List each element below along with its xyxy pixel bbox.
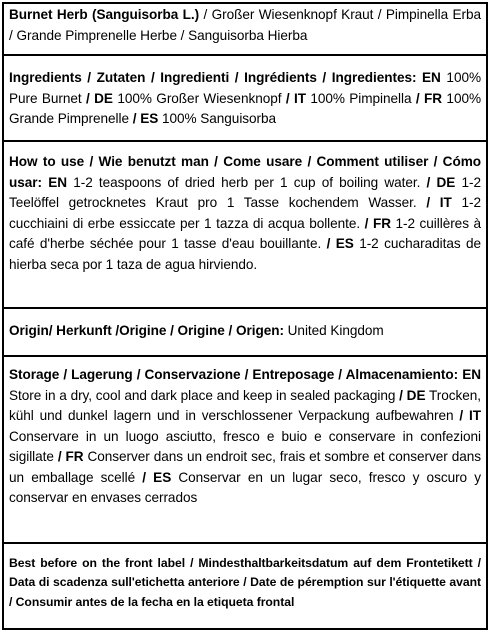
product-info-label [2, 2, 488, 630]
best-before-section [4, 554, 486, 612]
origin-value: United Kingdom [283, 323, 384, 338]
usage-text: 1-2 cuillères à café d'herbe séchée pour 1 tasse d'eau bouillante. [9, 215, 481, 251]
usage-text: 1-2 Teelöffel getrocknetes Kraut pro 1 Tasse kochendem Wasser. [9, 174, 481, 210]
storage-text: Conservar en un lugar seco, fresco y oscuro y conservar en envases cerrados [9, 469, 481, 505]
usage-text: 1-2 cucharaditas de hierba seca por 1 taza de agua hirviendo. [9, 236, 481, 272]
storage-entry: / IT Conservare in un luogo asciutto, fresco e buio e conservare in confezioni sigillate [9, 408, 481, 464]
language-code: DE [406, 387, 426, 403]
ingredients-heading: Ingredients / Zutaten / Ingredienti / Ingrédients / Ingredientes: [9, 70, 417, 85]
language-code: IT [439, 195, 452, 210]
best-before-text: Best before on the front label / Mindesthaltbarkeitsdatum auf dem Frontetikett / Data di scadenza sull'etichetta anteriore / Date de péremption sur l'étiquette avant / Consumir antes de la fecha en la etiqueta frontal [9, 556, 481, 609]
language-code: ES [153, 469, 172, 485]
section-divider [4, 140, 486, 142]
language-code: EN [416, 70, 441, 85]
usage-entry: / ES 1-2 cucharaditas de hierba seca por 1 taza de agua hirviendo. [9, 236, 481, 272]
ingredients-text: 100% Pure Burnet [9, 70, 482, 106]
origin-section [4, 321, 486, 342]
section-divider [4, 307, 486, 309]
usage-text: 1-2 cucchiaini di erbe essiccate per 1 tazza di acqua bollente. [9, 195, 481, 231]
language-code: ES [140, 111, 159, 126]
section-divider [4, 355, 486, 357]
product-name-translations: / Großer Wiesenknopf Kraut / Pimpinella Erba / Grande Pimprenelle Herbe / Sanguisorba Hierba [9, 7, 482, 43]
ingredients-section [4, 68, 486, 130]
ingredients-text: 100% Pimpinella [305, 90, 412, 106]
storage-heading: Storage / Lagerung / Conservazione / Entreposage / Almacenamiento: [9, 367, 459, 382]
storage-text: Store in a dry, cool and dark place and keep in sealed packaging [9, 387, 396, 403]
storage-entry: / FR Conserver dans un endroit sec, frais et sombre et conserver dans un emballage scellé [9, 449, 481, 485]
section-divider [4, 542, 486, 544]
storage-entry: / ES Conservar en un lugar seco, fresco y oscuro y conservar en envases cerrados [9, 469, 481, 505]
language-code: EN [42, 174, 67, 190]
language-code: IT [293, 90, 306, 106]
usage-text: 1-2 teaspoons of dried herb per 1 cup of boiling water. [67, 174, 421, 190]
language-code: DE [94, 90, 113, 106]
language-code: FR [65, 449, 84, 464]
ingredients-entry: / IT 100% Pimpinella [281, 90, 412, 106]
ingredients-text: 100% Sanguisorba [158, 111, 277, 126]
product-name: Burnet Herb (Sanguisorba L.) [9, 7, 200, 22]
origin-heading: Origin/ Herkunft /Origine / Origine / Origen: [9, 323, 284, 338]
language-code: DE [436, 174, 456, 190]
storage-text: Conserver dans un endroit sec, frais et sombre et conserver dans un emballage scellé [9, 449, 481, 485]
language-code: IT [469, 408, 481, 423]
product-name-section [4, 5, 486, 46]
language-code: FR [424, 90, 443, 106]
ingredients-entry: / DE 100% Großer Wiesenknopf [81, 90, 282, 106]
usage-entry: / IT 1-2 cucchiaini di erbe essiccate per 1 tazza di acqua bollente. [9, 195, 481, 231]
ingredients-text: 100% Großer Wiesenknopf [112, 90, 282, 106]
storage-text: Trocken, kühl und dunkel lagern und in verschlossener Verpackung aufbewahren [9, 387, 481, 423]
language-code: FR [372, 215, 391, 231]
usage-section [4, 152, 486, 275]
storage-text: Conservare in un luogo asciutto, fresco e buio e conservare in confezioni sigillate [9, 428, 481, 464]
language-code: EN [458, 367, 481, 382]
section-divider [4, 54, 486, 56]
ingredients-entry: / ES 100% Sanguisorba [129, 111, 277, 126]
usage-entry: / FR 1-2 cuillères à café d'herbe séchée pour 1 tasse d'eau bouillante. [9, 215, 481, 251]
storage-section [4, 365, 486, 509]
usage-entry: / DE 1-2 Teelöffel getrocknetes Kraut pro 1 Tasse kochendem Wasser. [9, 174, 481, 210]
usage-entry [42, 175, 420, 190]
storage-entry: / DE Trocken, kühl und dunkel lagern und in verschlossener Verpackung aufbewahren [9, 387, 481, 423]
ingredients-text: 100% Grande Pimprenelle [9, 90, 481, 126]
language-code: ES [335, 236, 354, 251]
usage-heading: How to use / Wie benutzt man / Come usare / Comment utiliser / Cómo usar: [9, 154, 481, 190]
ingredients-entry: / FR 100% Grande Pimprenelle [9, 90, 481, 126]
